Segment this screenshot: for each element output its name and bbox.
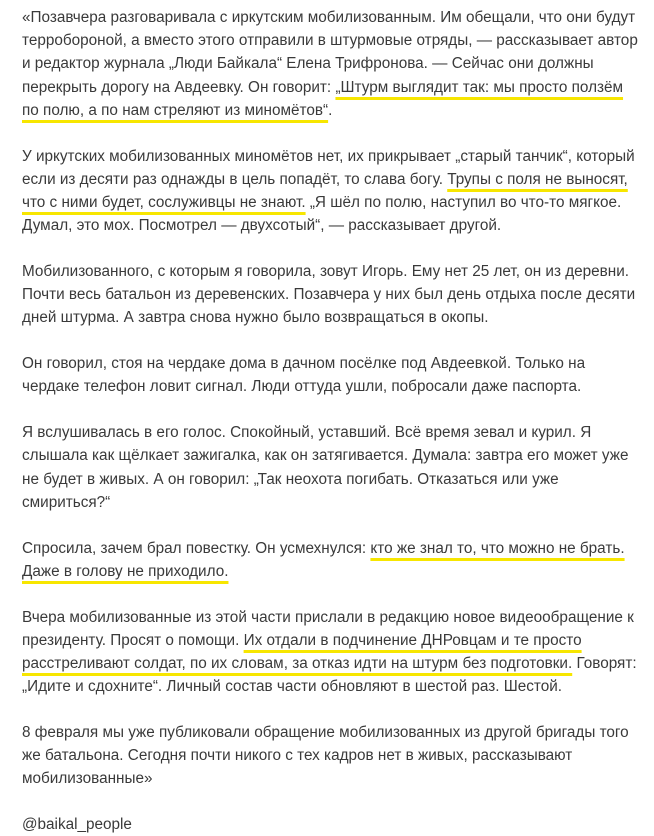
text-segment: Мобилизованного, с которым я говорила, зовут Игорь. Ему нет 25 лет, он из деревни. Почти весь батальон из деревенских. Позавчера у них был день отдыха после десяти дней штурма. А завтра снова нужно было возвращаться в окопы.	[22, 263, 636, 327]
text-segment: „Я шёл по полю, наступил во что-то мягкое. Думал, это мох. Посмотрел — двухсотый“, — рассказывает другой.	[22, 194, 622, 235]
highlighted-quote: „Штурм выглядит так: мы просто ползём по полю, а по нам стреляют из миномётов“	[22, 78, 624, 119]
highlighted-quote: Трупы с поля не выносят, что с ними будет, сослуживцы не знают.	[22, 170, 628, 212]
text-segment: «Позавчера разговаривала с иркутским мобилизованным. Им обещали, что они будут терробороной, а вместо этого отправили в штурмовые отряды, — рассказывает автор и редактор журнала „Люди Байкала“ Елена Трифронова. — Сейчас они должны перекрыть дорогу на Авдеевку. Он говорит:	[22, 9, 638, 96]
text-segment: У иркутских мобилизованных миномётов нет, их прикрывает „старый танчик“, который если из десяти раз однажды в цель попадёт, то слава богу.	[22, 147, 635, 188]
post-body	[22, 6, 642, 836]
paragraph	[22, 260, 642, 330]
paragraph	[22, 721, 642, 791]
highlighted-quote: Их отдали в подчинение ДНРовцам и те просто расстреливают солдат, по их словам, за отказ идти на штурм без подготовки.	[22, 631, 582, 673]
paragraph	[22, 606, 642, 699]
paragraph	[22, 352, 642, 398]
text-segment: 8 февраля мы уже публиковали обращение мобилизованных из другой бригады того же батальона. Сегодня почти никого с тех кадров нет в живых, рассказывают мобилизованные»	[22, 724, 629, 788]
text-segment: Спросила, зачем брал повестку. Он усмехнулся:	[22, 539, 371, 557]
paragraph	[22, 537, 642, 583]
paragraph	[22, 6, 642, 122]
text-segment: .	[328, 101, 333, 119]
channel-handle: @baikal_people	[22, 816, 132, 834]
paragraph	[22, 145, 642, 238]
text-segment: Вчера мобилизованные из этой части прислали в редакцию новое видеообращение к президенту. Просят о помощи.	[22, 608, 634, 649]
text-segment: Он говорил, стоя на чердаке дома в дачном посёлке под Авдеевкой. Только на чердаке телефон ловит сигнал. Люди оттуда ушли, побросали даже паспорта.	[22, 355, 586, 396]
paragraph	[22, 421, 642, 514]
text-segment: Говорят: „Идите и сдохните“. Личный состав части обновляют в шестой раз. Шестой.	[22, 655, 637, 696]
highlighted-quote: кто же знал то, что можно не брать. Даже в голову не приходило.	[22, 539, 625, 580]
channel-signature	[22, 813, 642, 836]
text-segment: Я вслушивалась в его голос. Спокойный, уставший. Всё время зевал и курил. Я слышала как щёлкает зажигалка, как он затягивается. Думала: завтра его может уже не будет в живых. А он говорил: „Так неохота погибать. Отказаться или уже смириться?“	[22, 424, 629, 511]
